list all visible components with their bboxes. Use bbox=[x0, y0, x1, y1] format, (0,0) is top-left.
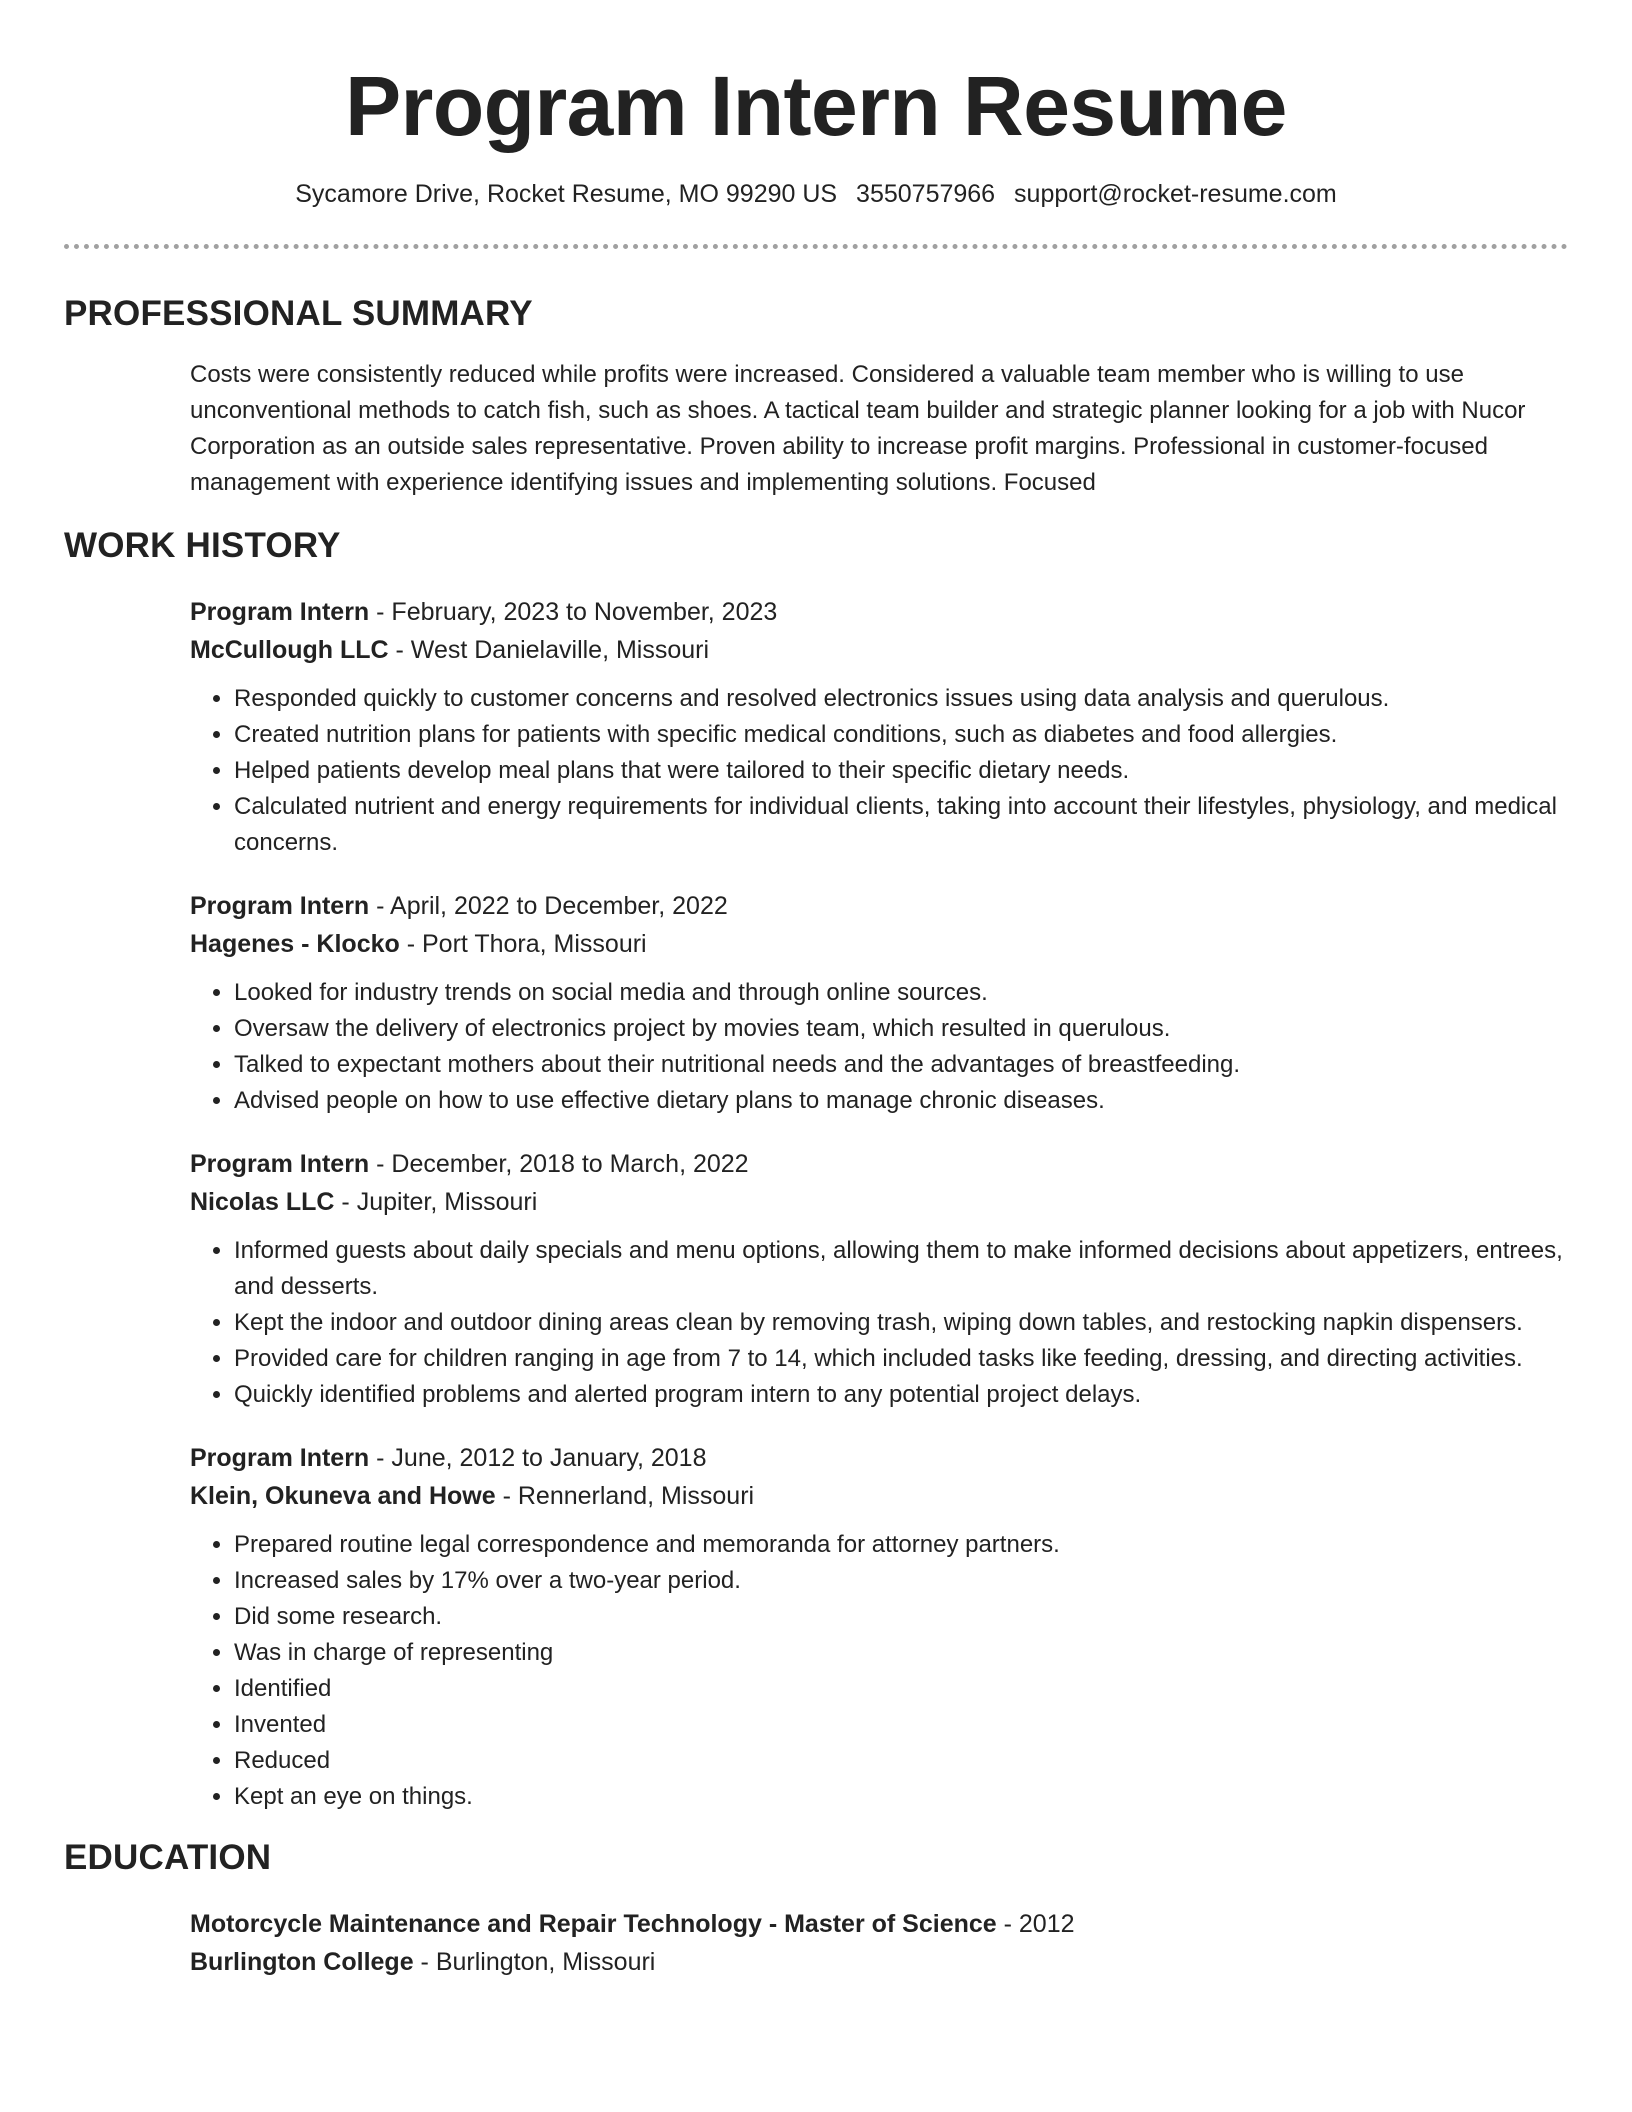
job-company-line bbox=[190, 925, 1568, 963]
job-location: - Port Thora, Missouri bbox=[399, 930, 647, 958]
job-entry bbox=[190, 1439, 1568, 1815]
job-title: Program Intern bbox=[190, 892, 370, 920]
job-location: - Jupiter, Missouri bbox=[334, 1188, 538, 1216]
education-heading: EDUCATION bbox=[64, 1838, 272, 1877]
job-title: Program Intern bbox=[190, 1444, 370, 1472]
resume-title: Program Intern Resume bbox=[345, 59, 1287, 153]
summary-heading: PROFESSIONAL SUMMARY bbox=[64, 294, 533, 333]
duty-item: • Quickly identified problems and alerted program intern to any potential project delays. bbox=[234, 1377, 1568, 1413]
education-degree: Motorcycle Maintenance and Repair Technology - Master of Science bbox=[190, 1910, 997, 1938]
job-title: Program Intern bbox=[190, 1150, 370, 1178]
job-duties-list bbox=[190, 1527, 1568, 1815]
job-duties-list bbox=[190, 975, 1568, 1119]
job-duties-list bbox=[190, 681, 1568, 861]
job-dates: - April, 2022 to December, 2022 bbox=[369, 892, 728, 920]
job-location: - West Danielaville, Missouri bbox=[388, 636, 710, 664]
job-location: - Rennerland, Missouri bbox=[495, 1482, 755, 1510]
job-company-line bbox=[190, 1477, 1568, 1515]
contact-phone: 3550757966 bbox=[856, 180, 996, 208]
education-location: - Burlington, Missouri bbox=[413, 1948, 656, 1976]
job-title-line bbox=[190, 593, 1568, 631]
duty-item: • Advised people on how to use effective dietary plans to manage chronic diseases. bbox=[234, 1083, 1568, 1119]
header-divider bbox=[64, 244, 1568, 249]
education-entry bbox=[190, 1905, 1568, 1981]
job-dates: - June, 2012 to January, 2018 bbox=[369, 1444, 707, 1472]
duty-item: • Did some research. bbox=[234, 1599, 1568, 1635]
job-entry bbox=[190, 887, 1568, 1119]
duty-item: • Kept the indoor and outdoor dining areas clean by removing trash, wiping down tables, and restocking napkin dispensers. bbox=[234, 1305, 1568, 1341]
contact-email: support@rocket-resume.com bbox=[1014, 180, 1337, 208]
duty-item: • Increased sales by 17% over a two-year period. bbox=[234, 1563, 1568, 1599]
duty-item: • Responded quickly to customer concerns and resolved electronics issues using data analysis and querulous. bbox=[234, 681, 1568, 717]
job-entry bbox=[190, 1145, 1568, 1413]
duty-item: • Talked to expectant mothers about their nutritional needs and the advantages of breastfeeding. bbox=[234, 1047, 1568, 1083]
work-history-heading: WORK HISTORY bbox=[64, 526, 341, 565]
job-title-line bbox=[190, 1145, 1568, 1183]
duty-item: • Informed guests about daily specials and menu options, allowing them to make informed decisions about appetizers, entrees, and desserts. bbox=[234, 1233, 1568, 1305]
job-company: Klein, Okuneva and Howe bbox=[190, 1482, 496, 1510]
job-company: McCullough LLC bbox=[190, 636, 389, 664]
education-year: - 2012 bbox=[996, 1910, 1075, 1938]
job-title-line bbox=[190, 1439, 1568, 1477]
duty-item: • Created nutrition plans for patients with specific medical conditions, such as diabetes and food allergies. bbox=[234, 717, 1568, 753]
duty-item: • Reduced bbox=[234, 1743, 1568, 1779]
duty-item: • Oversaw the delivery of electronics project by movies team, which resulted in querulous. bbox=[234, 1011, 1568, 1047]
contact-line bbox=[64, 178, 1568, 210]
duty-item: • Provided care for children ranging in age from 7 to 14, which included tasks like feeding, dressing, and directing activities. bbox=[234, 1341, 1568, 1377]
duty-item: • Helped patients develop meal plans that were tailored to their specific dietary needs. bbox=[234, 753, 1568, 789]
duty-item: • Looked for industry trends on social media and through online sources. bbox=[234, 975, 1568, 1011]
contact-address: Sycamore Drive, Rocket Resume, MO 99290 US bbox=[295, 180, 838, 208]
duty-item: • Was in charge of representing bbox=[234, 1635, 1568, 1671]
duty-item: • Prepared routine legal correspondence and memoranda for attorney partners. bbox=[234, 1527, 1568, 1563]
job-title-line bbox=[190, 887, 1568, 925]
duty-item: • Kept an eye on things. bbox=[234, 1779, 1568, 1815]
resume-page bbox=[64, 0, 1568, 1981]
job-duties-list bbox=[190, 1233, 1568, 1413]
job-company: Hagenes - Klocko bbox=[190, 930, 400, 958]
job-company-line bbox=[190, 631, 1568, 669]
education-school-line bbox=[190, 1943, 1568, 1981]
duty-item: • Identified bbox=[234, 1671, 1568, 1707]
job-title: Program Intern bbox=[190, 598, 370, 626]
duty-item: • Invented bbox=[234, 1707, 1568, 1743]
job-entry bbox=[190, 593, 1568, 861]
job-dates: - February, 2023 to November, 2023 bbox=[369, 598, 778, 626]
summary-text: Costs were consistently reduced while profits were increased. Considered a valuable team member who is willing to use unconventional methods to catch fish, such as shoes. A tactical team builder and strategic planner looking for a job with Nucor Corporation as an outside sales representative. Proven ability to increase profit margins. Professional in customer-focused management with experience identifying issues and implementing solutions. Focused bbox=[190, 361, 1526, 496]
job-company: Nicolas LLC bbox=[190, 1188, 335, 1216]
education-degree-line bbox=[190, 1905, 1568, 1943]
education-school: Burlington College bbox=[190, 1948, 414, 1976]
job-company-line bbox=[190, 1183, 1568, 1221]
duty-item: • Calculated nutrient and energy requirements for individual clients, taking into account their lifestyles, physiology, and medical concerns. bbox=[234, 789, 1568, 861]
job-dates: - December, 2018 to March, 2022 bbox=[369, 1150, 749, 1178]
